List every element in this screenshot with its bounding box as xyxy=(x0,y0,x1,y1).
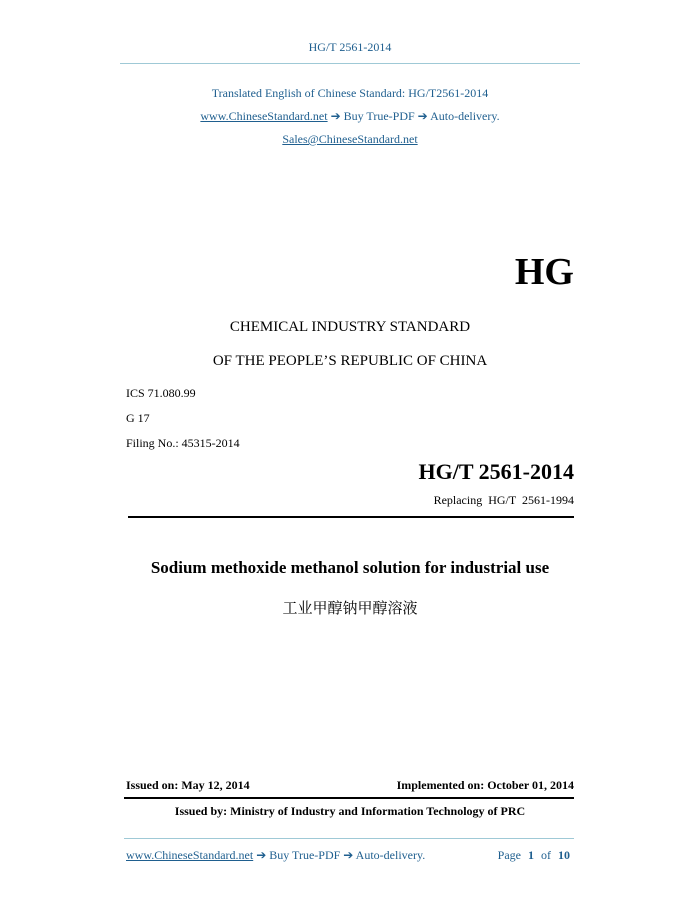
page-label: Page xyxy=(497,848,521,862)
standard-divider xyxy=(128,516,574,518)
issued-date: Issued on: May 12, 2014 xyxy=(126,778,250,792)
page-indicator xyxy=(440,848,570,863)
buy-line xyxy=(0,109,700,124)
header-divider xyxy=(120,63,580,64)
buy-text: ➔ Buy True-PDF ➔ Auto-delivery. xyxy=(330,109,500,123)
email-line xyxy=(0,132,700,147)
footer-buy-line xyxy=(126,848,425,863)
implemented-date: Implemented on: October 01, 2014 xyxy=(396,778,574,792)
site-link[interactable]: www.ChineseStandard.net xyxy=(200,109,328,123)
translation-line: Translated English of Chinese Standard: HG/T2561-2014 xyxy=(211,86,489,100)
email-link[interactable]: Sales@ChineseStandard.net xyxy=(282,132,418,146)
ics-code: ICS 71.080.99 xyxy=(126,386,196,400)
footer-buy-text: ➔ Buy True-PDF ➔ Auto-delivery. xyxy=(253,848,426,862)
hg-emblem: HG xyxy=(514,251,574,293)
footer-site-link[interactable]: www.ChineseStandard.net xyxy=(126,848,254,862)
replacing-text: Replacing HG/T 2561-1994 xyxy=(433,493,574,507)
org-line-1: CHEMICAL INDUSTRY STANDARD xyxy=(229,319,471,335)
standard-number: HG/T 2561-2014 xyxy=(418,459,574,484)
document-title: Sodium methoxide methanol solution for industrial use xyxy=(150,558,550,577)
page-number: 1 xyxy=(528,848,534,862)
page-total: 10 xyxy=(558,848,570,862)
footer-divider xyxy=(124,838,574,839)
g-code: G 17 xyxy=(126,411,150,425)
issued-by: Issued by: Ministry of Industry and Information Technology of PRC xyxy=(174,804,526,818)
org-line-2: OF THE PEOPLE’S REPUBLIC OF CHINA xyxy=(212,353,488,369)
header-code: HG/T 2561-2014 xyxy=(308,40,392,54)
of-label: of xyxy=(541,848,551,862)
dates-divider xyxy=(124,797,574,799)
document-title-chinese: 工业甲醇钠甲醇溶液 xyxy=(282,599,418,617)
filing-number: Filing No.: 45315-2014 xyxy=(126,436,240,450)
